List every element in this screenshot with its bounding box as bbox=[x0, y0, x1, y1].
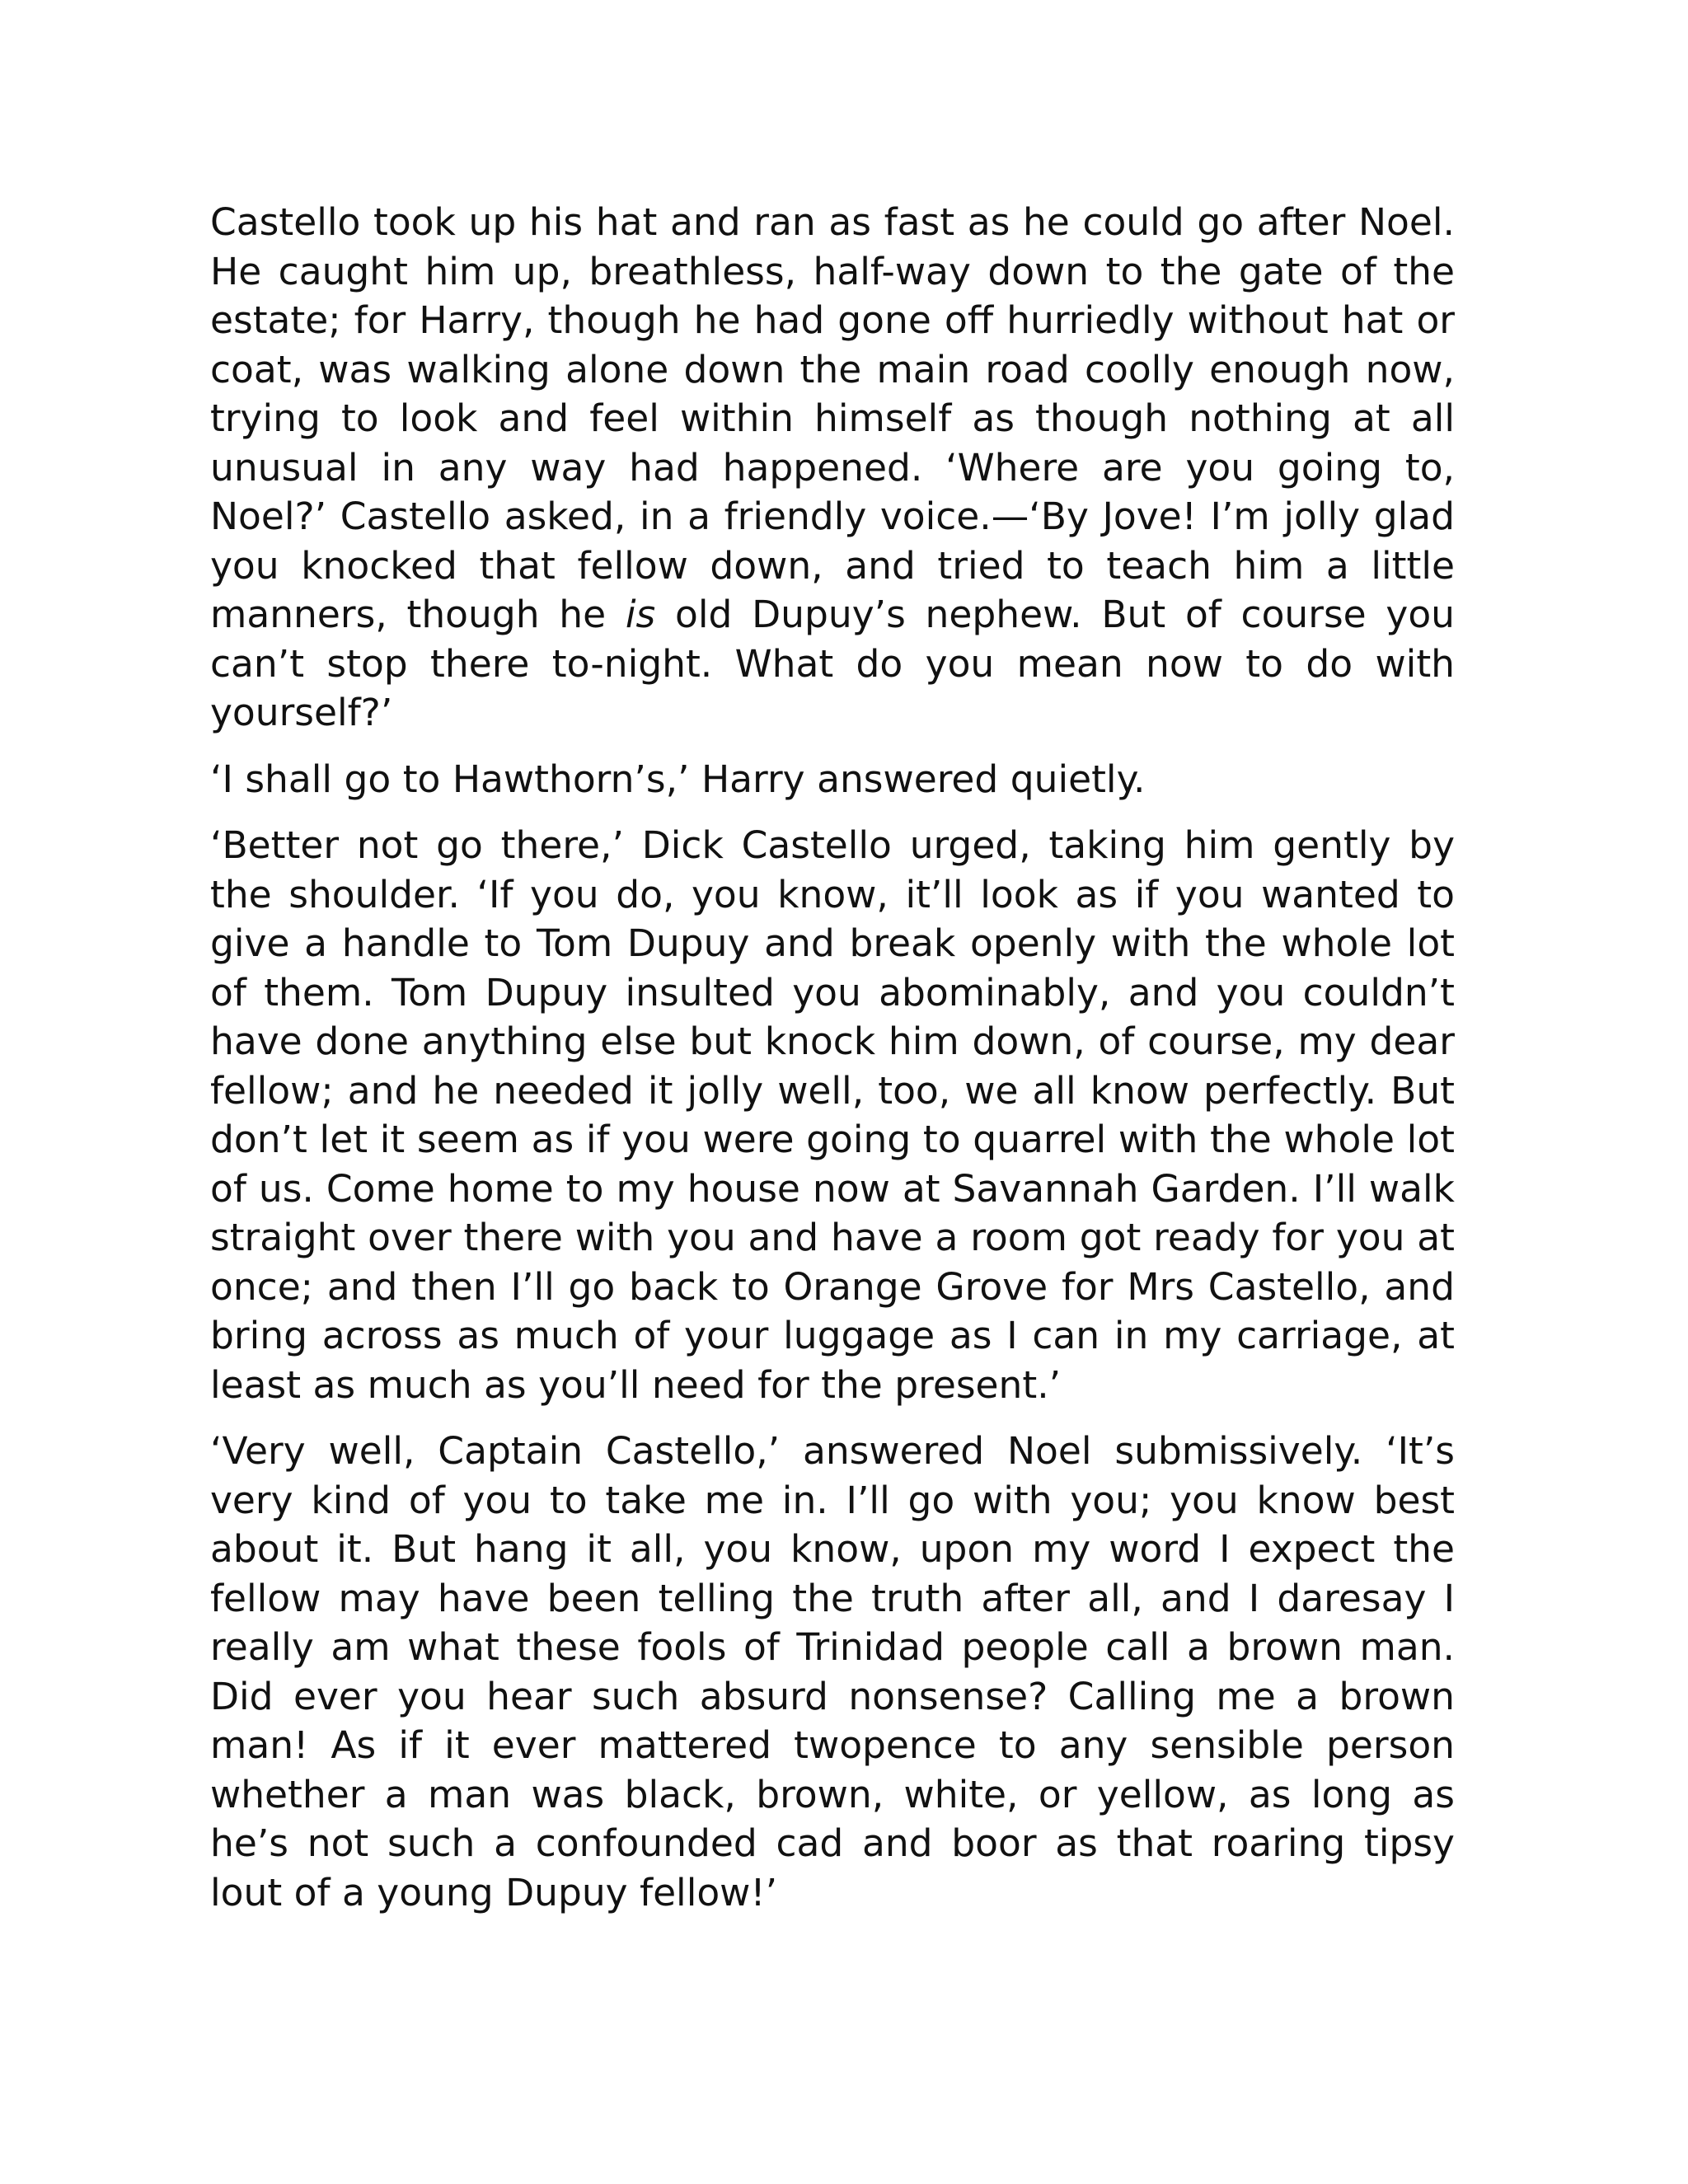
paragraph-1-text-b: old Dupuy’s nephew. But of course you can’t stop there to-night. What do you mean now to do with yourself?’ bbox=[210, 593, 1455, 734]
paragraph-1-emphasis: is bbox=[625, 593, 656, 636]
document-page bbox=[210, 198, 1455, 1917]
paragraph-4: ‘Very well, Captain Castello,’ answered Noel submissively. ‘It’s very kind of you to take me in. I’ll go with you; you know best about it. But hang it all, you know, upon my word I expect the fellow may have been telling the truth after all, and I daresay I really am what these fools of Trinidad people call a brown man. Did ever you hear such absurd nonsense? Calling me a brown man! As if it ever mattered twopence to any sensible person whether a man was black, brown, white, or yellow, as long as he’s not such a confounded cad and boor as that roaring tipsy lout of a young Dupuy fellow!’ bbox=[210, 1429, 1455, 1915]
paragraph-2: ‘I shall go to Hawthorn’s,’ Harry answered quietly. bbox=[210, 757, 1146, 801]
paragraph-3: ‘Better not go there,’ Dick Castello urged, taking him gently by the shoulder. ‘If you do, you know, it’ll look as if you wanted to give a handle to Tom Dupuy and break openly with the whole lot of them. Tom Dupuy insulted you abominably, and you couldn’t have done anything else but knock him down, of course, my dear fellow; and he needed it jolly well, too, we all know perfectly. But don’t let it seem as if you were going to quarrel with the whole lot of us. Come home to my house now at Savannah Garden. I’ll walk straight over there with you and have a room got ready for you at once; and then I’ll go back to Orange Grove for Mrs Castello, and bring across as much of your luggage as I can in my carriage, at least as much as you’ll need for the present.’ bbox=[210, 823, 1455, 1407]
paragraph-1-text-a: Castello took up his hat and ran as fast as he could go after Noel. He caught him up, breathless, half-way down to the gate of the estate; for Harry, though he had gone off hurriedly without hat or coat, was walking alone down the main road coolly enough now, trying to look and feel within himself as though nothing at all unusual in any way had happened. ‘Where are you going to, Noel?’ Castello asked, in a friendly voice.—‘By Jove! I’m jolly glad you knocked that fellow down, and tried to teach him a little manners, though he bbox=[210, 200, 1455, 636]
paragraph-1 bbox=[210, 198, 1455, 738]
